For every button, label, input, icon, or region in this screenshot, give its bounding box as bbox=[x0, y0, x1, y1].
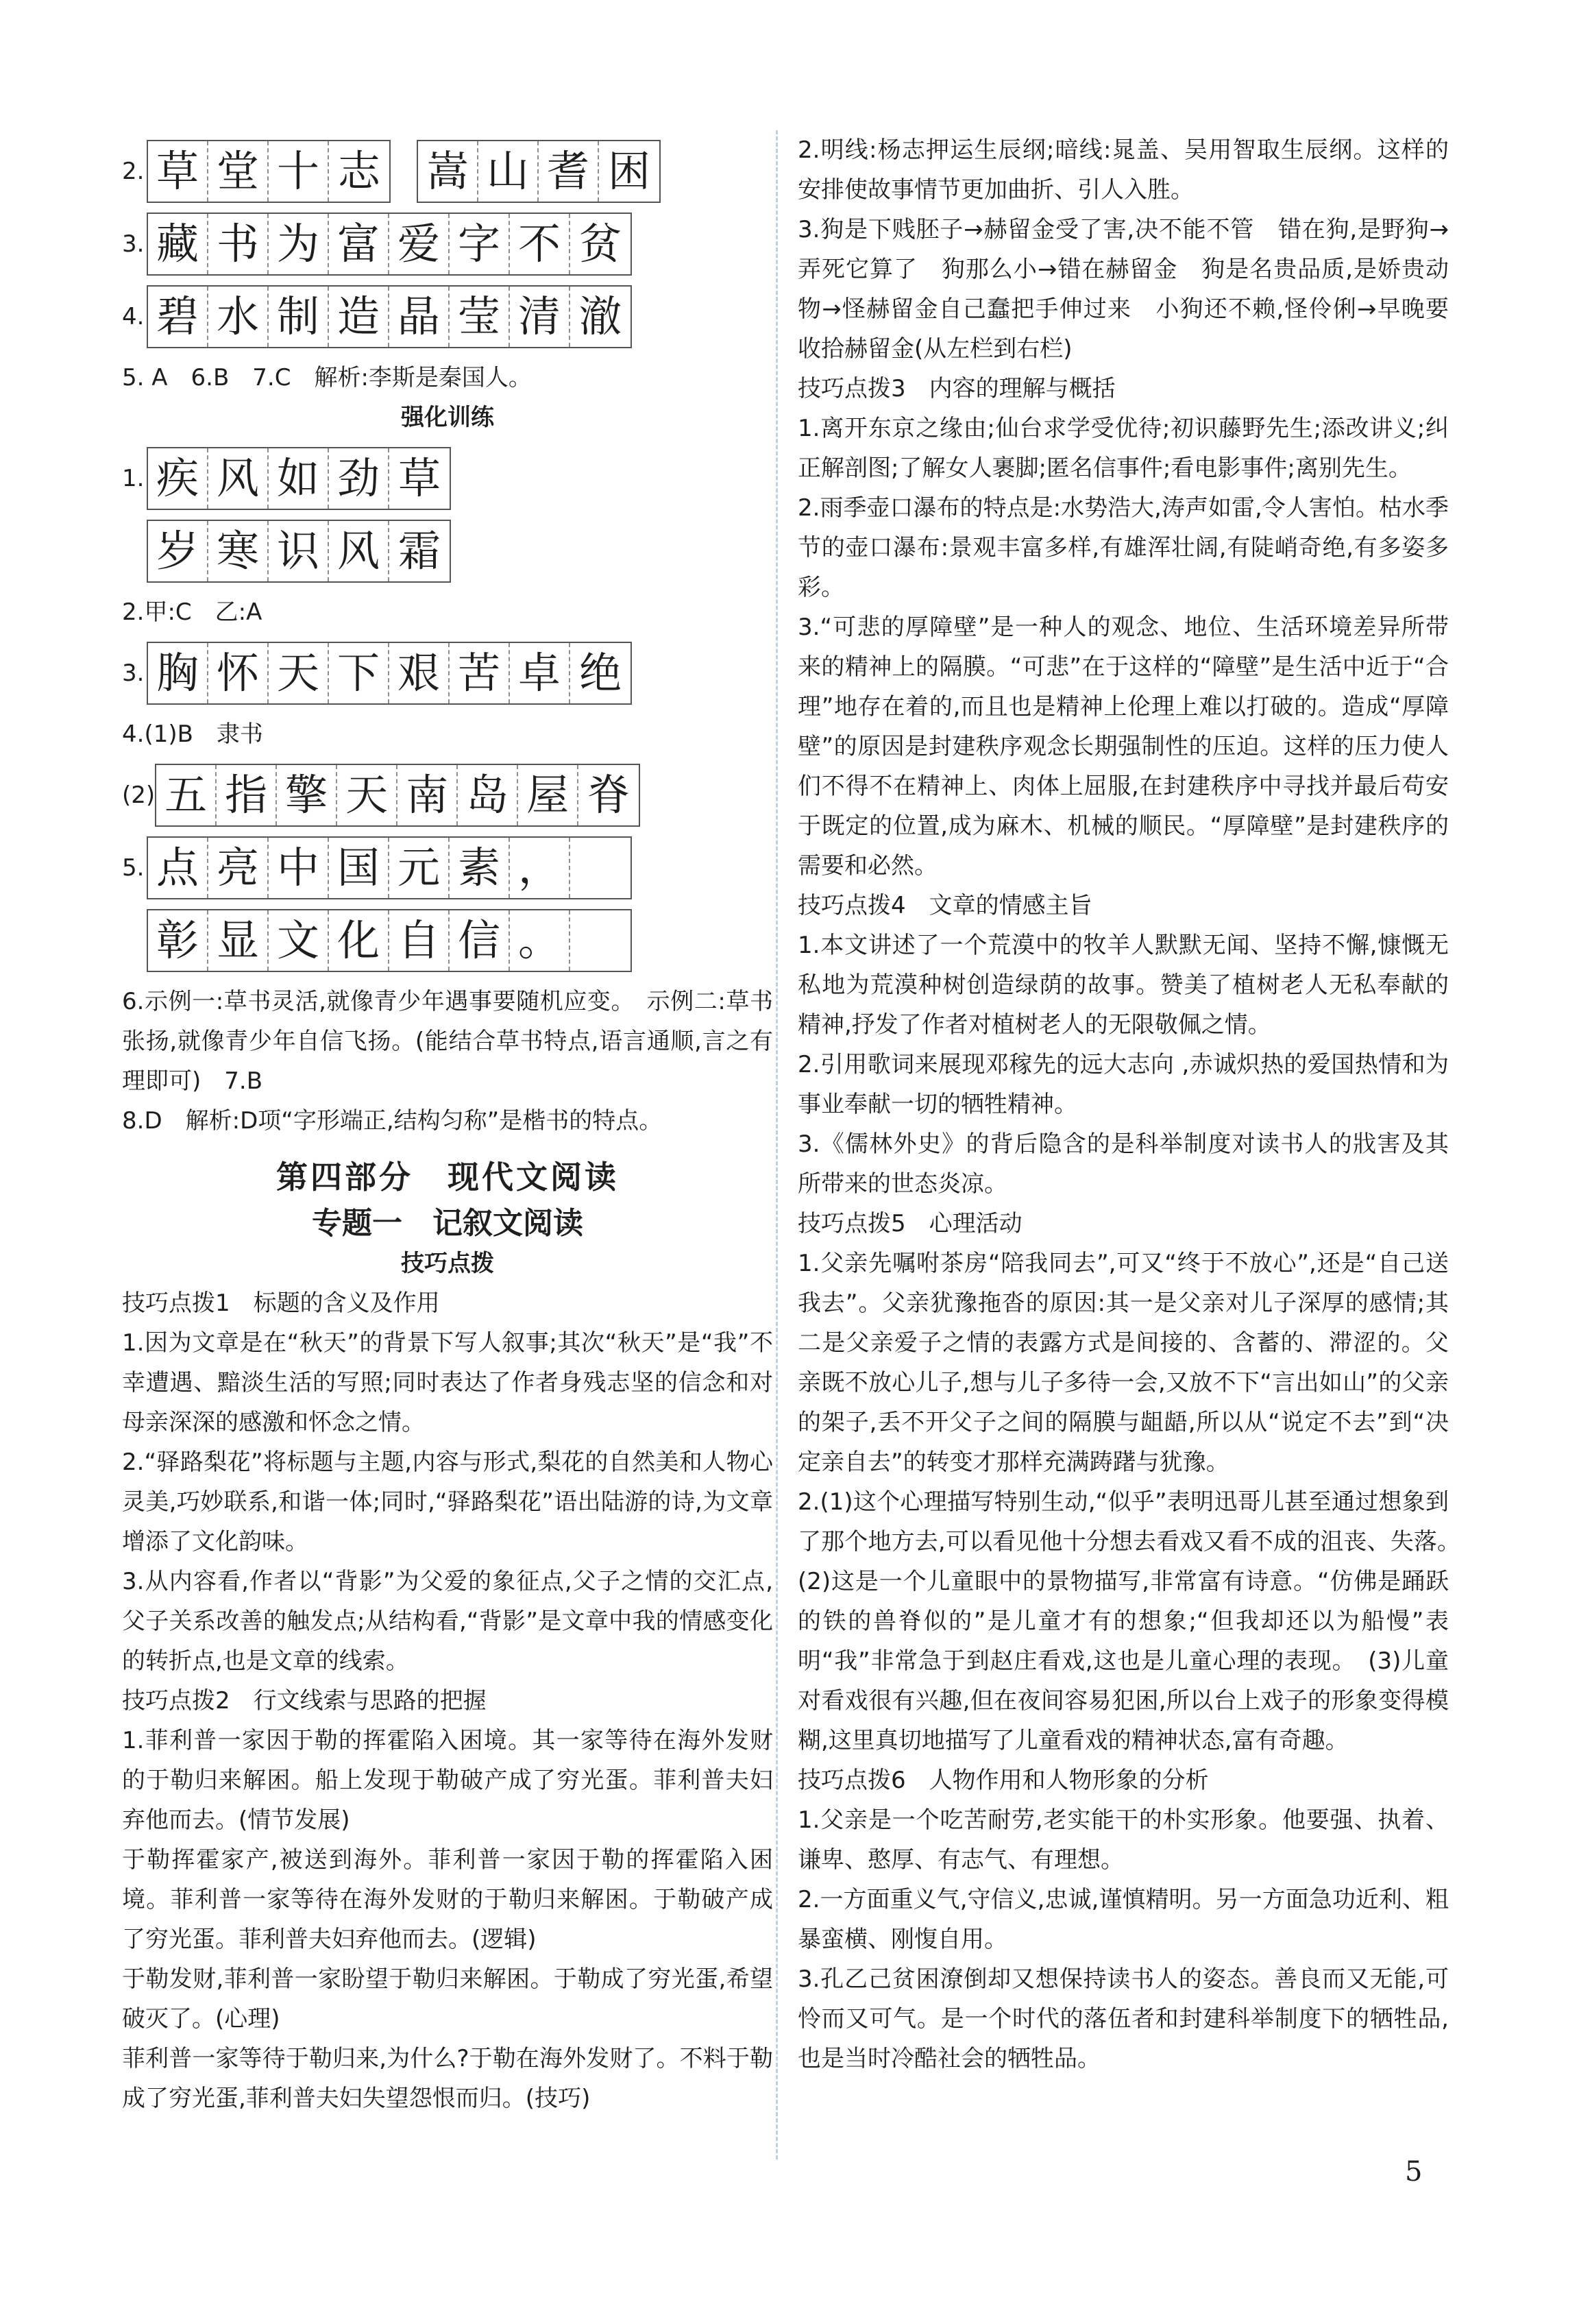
grid-cell: 藏 bbox=[148, 214, 208, 274]
skill6-title: 技巧点拨6 人物作用和人物形象的分析 bbox=[798, 1767, 1209, 1794]
strengthen-q4-2 bbox=[122, 764, 773, 827]
grid-cell: 劲 bbox=[329, 448, 389, 509]
grid-cell: 屋 bbox=[518, 765, 578, 825]
skill4-answer: 2.引用歌词来展现邓稼先的远大志向 ,赤诚炽热的爱国热情和为事业奉献一切的牺牲精神。 bbox=[798, 1051, 1449, 1118]
grid-cell: 胸 bbox=[148, 643, 208, 703]
grid-cell: 制 bbox=[269, 287, 329, 347]
skill5-title: 技巧点拨5 心理活动 bbox=[798, 1210, 1023, 1237]
grid-cell: 南 bbox=[397, 765, 458, 825]
grid-cell: 怀 bbox=[208, 643, 269, 703]
topic-title: 专题一 记叙文阅读 bbox=[312, 1206, 583, 1241]
skill2-answer: 2.明线:杨志押运生辰纲;暗线:晁盖、吴用智取生辰纲。这样的安排使故事情节更加曲折、引人入胜。 bbox=[798, 136, 1449, 204]
skill5-answer: 2.(1)这个心理描写特别生动,“似乎”表明迅哥儿甚至通过想象到了那个地方去,可以看见他十分想去看戏又看不成的沮丧、失落。 (2)这是一个儿童眼中的景物描写,非常富有诗意。“仿佛是踊跃的铁的兽脊似的”是儿童才有的想象;“但我却还以为船慢”表明“我”非常急于到赵庄看戏,这也是儿童心理的表现。 (3)儿童对看戏很有兴趣,但在夜间容易犯困,所以台上戏子的形象变得模糊,这里真切地描写了儿童看戏的精神状态,富有奇趣。 bbox=[798, 1488, 1472, 1754]
strengthen-q1 bbox=[122, 447, 773, 510]
skill2-answer: 于勒挥霍家产,被送到海外。菲利普一家因于勒的挥霍陷入困境。菲利普一家等待在海外发财的于勒归来解困。于勒破产成了穷光蛋。菲利普夫妇弃他而去。(逻辑) bbox=[122, 1846, 773, 1953]
grid-cell: 天 bbox=[337, 765, 397, 825]
grid-cell: 彰 bbox=[148, 910, 208, 971]
skill2-answer: 于勒发财,菲利普一家盼望于勒归来解困。于勒成了穷光蛋,希望破灭了。(心理) bbox=[122, 1965, 773, 2033]
strengthen-q3-label: 3. bbox=[122, 659, 145, 687]
skill3-answer: 2.雨季壶口瀑布的特点是:水势浩大,涛声如雷,令人害怕。枯水季节的壶口瀑布:景观丰富多样,有雄浑壮阔,有陡峭奇绝,有多姿多彩。 bbox=[798, 494, 1449, 601]
grid-cell: 卓 bbox=[510, 643, 570, 703]
skill-heading: 技巧点拨 bbox=[401, 1250, 494, 1277]
grid-cell: 耆 bbox=[539, 141, 599, 202]
grid-cell: 草 bbox=[397, 453, 441, 503]
strengthen-q1-label: 1. bbox=[122, 465, 145, 492]
strengthen-q5-line2 bbox=[122, 909, 773, 972]
writing-grid bbox=[147, 140, 391, 203]
grid-cell: 风 bbox=[208, 448, 269, 509]
grid-cell: 擎 bbox=[277, 765, 337, 825]
grid-cell: 困 bbox=[607, 146, 650, 196]
grid-cell: 信 bbox=[450, 910, 510, 971]
grid-cell: 显 bbox=[208, 910, 269, 971]
grid-cell: 点 bbox=[148, 838, 208, 898]
skill6-answer: 1.父亲是一个吃苦耐劳,老实能干的朴实形象。他要强、执着、谦卑、憨厚、有志气、有理想。 bbox=[798, 1806, 1449, 1874]
skill3-answer: 3.“可悲的厚障壁”是一种人的观念、地位、生活环境差异所带来的精神上的隔膜。“可悲”在于这样的“障壁”是生活中近于“合理”地存在着的,而且也是精神上伦理上难以打破的。造成“厚障壁”的原因是封建秩序观念长期强制性的压迫。这样的压力使人们不得不在精神上、肉体上屈服,在封建秩序中寻找并最后苟安于既定的位置,成为麻木、机械的顺民。“厚障壁”是封建秩序的需要和必然。 bbox=[798, 614, 1449, 880]
grid-cell: 莹 bbox=[450, 287, 510, 347]
grid-cell bbox=[570, 910, 631, 971]
grid-cell: 字 bbox=[450, 214, 510, 274]
left-column bbox=[122, 130, 773, 2118]
skill2-answer: 3.狗是下贱胚子→赫留金受了害,决不能不管 错在狗,是野狗→弄死它算了 狗那么小→错在赫留金 狗是名贵品质,是娇贵动物→怪赫留金自己蠢把手伸过来 小狗还不赖,怪伶俐→早晚要收拾赫留金(从左栏到右栏) bbox=[798, 216, 1449, 363]
grid-cell: ， bbox=[510, 838, 570, 898]
grid-cell: 识 bbox=[269, 521, 329, 581]
strengthen-q4-2-label: (2) bbox=[122, 782, 156, 809]
grid-cell: 造 bbox=[329, 287, 389, 347]
grid-cell: 水 bbox=[208, 287, 269, 347]
page-number: 5 bbox=[1405, 2156, 1423, 2188]
grid-cell: 中 bbox=[269, 838, 329, 898]
grid-cell: 素 bbox=[450, 838, 510, 898]
skill1-title: 技巧点拨1 标题的含义及作用 bbox=[122, 1290, 440, 1317]
strengthen-q5-label: 5. bbox=[122, 854, 145, 882]
grid-cell: 如 bbox=[269, 448, 329, 509]
grid-cell: 嵩 bbox=[418, 141, 478, 202]
writing-grid bbox=[147, 909, 632, 972]
grid-cell: 草 bbox=[148, 141, 208, 202]
skill6-answer: 2.一方面重义气,守信义,忠诚,谨慎精明。另一方面急功近利、粗暴蛮横、刚愎自用。 bbox=[798, 1886, 1449, 1953]
skill2-title: 技巧点拨2 行文线索与思路的把握 bbox=[122, 1687, 487, 1715]
grid-cell: 国 bbox=[329, 838, 389, 898]
grid-cell: 绝 bbox=[578, 648, 622, 698]
answer-q4 bbox=[122, 285, 773, 348]
writing-grid bbox=[147, 642, 632, 705]
skill3-answer: 1.离开东京之缘由;仙台求学受优待;初识藤野先生;添改讲义;纠正解剖图;了解女人裹脚;匿名信事件;看电影事件;离别先生。 bbox=[798, 415, 1449, 482]
answer-q2 bbox=[122, 140, 773, 203]
grid-cell: 疾 bbox=[148, 448, 208, 509]
column-divider bbox=[776, 130, 778, 2159]
grid-cell: 风 bbox=[329, 521, 389, 581]
strengthen-q1-line2 bbox=[122, 520, 773, 583]
part-title: 第四部分 现代文阅读 bbox=[276, 1159, 619, 1196]
grid-cell: 下 bbox=[329, 643, 389, 703]
strengthen-q6-7: 6.示例一:草书灵活,就像青少年遇事要随机应变。 示例二:草书张扬,就像青少年自信飞扬。(能结合草书特点,语言通顺,言之有理即可) 7.B bbox=[122, 988, 773, 1095]
grid-cell: 自 bbox=[389, 910, 450, 971]
strengthen-q8: 8.D 解析:D项“字形端正,结构匀称”是楷书的特点。 bbox=[122, 1107, 663, 1135]
answer-q3 bbox=[122, 213, 773, 276]
grid-cell: 苦 bbox=[450, 643, 510, 703]
grid-cell: 岁 bbox=[148, 521, 208, 581]
grid-cell: 为 bbox=[269, 214, 329, 274]
grid-cell: 碧 bbox=[148, 287, 208, 347]
grid-cell: 脊 bbox=[587, 770, 631, 820]
writing-grid bbox=[147, 285, 632, 348]
grid-cell: 岛 bbox=[458, 765, 518, 825]
answer-q4-label: 4. bbox=[122, 303, 145, 330]
skill2-answer: 1.菲利普一家因于勒的挥霍陷入困境。其一家等待在海外发财的于勒归来解困。船上发现于勒破产成了穷光蛋。菲利普夫妇弃他而去。(情节发展) bbox=[122, 1727, 773, 1834]
grid-cell: 。 bbox=[510, 910, 570, 971]
grid-cell: 不 bbox=[510, 214, 570, 274]
answer-q2-label: 2. bbox=[122, 158, 145, 185]
skill1-answer: 1.因为文章是在“秋天”的背景下写人叙事;其次“秋天”是“我”不幸遭遇、黯淡生活的写照;同时表达了作者身残志坚的信念和对母亲深深的感激和怀念之情。 bbox=[122, 1329, 773, 1436]
grid-cell: 化 bbox=[329, 910, 389, 971]
answer-q5-7: 5. A 6.B 7.C 解析:李斯是秦国人。 bbox=[122, 364, 532, 391]
skill3-title: 技巧点拨3 内容的理解与概括 bbox=[798, 375, 1116, 402]
grid-cell: 澈 bbox=[578, 291, 622, 341]
strengthen-heading: 强化训练 bbox=[401, 404, 494, 431]
skill4-title: 技巧点拨4 文章的情感主旨 bbox=[798, 892, 1092, 919]
writing-grid bbox=[147, 213, 632, 276]
strengthen-q3 bbox=[122, 642, 773, 705]
skill1-answer: 2.“驿路梨花”将标题与主题,内容与形式,梨花的自然美和人物心灵美,巧妙联系,和谐一体;同时,“驿路梨花”语出陆游的诗,为文章增添了文化韵味。 bbox=[122, 1449, 773, 1556]
grid-cell: 山 bbox=[478, 141, 539, 202]
right-column bbox=[798, 130, 1472, 2079]
skill4-answer: 1.本文讲述了一个荒漠中的牧羊人默默无闻、坚持不懈,慷慨无私地为荒漠种树创造绿荫的故事。赞美了植树老人无私奉献的精神,抒发了作者对植树老人的无限敬佩之情。 bbox=[798, 932, 1449, 1039]
writing-grid bbox=[155, 764, 640, 827]
writing-grid bbox=[417, 140, 661, 203]
grid-cell: 寒 bbox=[208, 521, 269, 581]
skill4-answer: 3.《儒林外史》的背后隐含的是科举制度对读书人的戕害及其所带来的世态炎凉。 bbox=[798, 1130, 1449, 1198]
grid-cell: 爱 bbox=[389, 214, 450, 274]
skill5-answer: 1.父亲先嘱咐茶房“陪我同去”,可又“终于不放心”,还是“自己送我去”。父亲犹豫拖沓的原因:其一是父亲对儿子深厚的感情;其二是父亲爱子之情的表露方式是间接的、含蓄的、滞涩的。父亲既不放心儿子,想与儿子多待一会,又放不下“言出如山”的父亲的架子,丢不开父子之间的隔膜与龃龉,所以从“说定不去”到“决定亲自去”的转变才那样充满踌躇与犹豫。 bbox=[798, 1250, 1449, 1476]
skill2-answer: 菲利普一家等待于勒归来,为什么?于勒在海外发财了。不料于勒成了穷光蛋,菲利普夫妇失望怨恨而归。(技巧) bbox=[122, 2045, 773, 2112]
grid-cell: 指 bbox=[217, 765, 277, 825]
grid-cell: 元 bbox=[389, 838, 450, 898]
grid-cell: 霜 bbox=[397, 526, 441, 576]
grid-cell: 文 bbox=[269, 910, 329, 971]
writing-grid bbox=[147, 836, 632, 899]
grid-cell: 贫 bbox=[578, 219, 622, 269]
grid-cell: 晶 bbox=[389, 287, 450, 347]
grid-cell: 艰 bbox=[389, 643, 450, 703]
grid-cell: 书 bbox=[208, 214, 269, 274]
grid-cell: 天 bbox=[269, 643, 329, 703]
grid-cell: 富 bbox=[329, 214, 389, 274]
grid-cell: 清 bbox=[510, 287, 570, 347]
grid-cell: 十 bbox=[269, 141, 329, 202]
skill1-answer: 3.从内容看,作者以“背影”为父爱的象征点,父子之情的交汇点,父子关系改善的触发点;从结构看,“背影”是文章中我的情感变化的转折点,也是文章的线索。 bbox=[122, 1568, 773, 1675]
strengthen-q5 bbox=[122, 836, 773, 899]
strengthen-q2: 2.甲:C 乙:A bbox=[122, 598, 262, 626]
strengthen-q4: 4.(1)B 隶书 bbox=[122, 721, 263, 748]
grid-cell bbox=[570, 838, 631, 898]
answer-q3-label: 3. bbox=[122, 230, 145, 258]
writing-grid bbox=[147, 520, 451, 583]
grid-cell: 堂 bbox=[208, 141, 269, 202]
grid-cell: 志 bbox=[337, 146, 380, 196]
skill6-answer: 3.孔乙己贫困潦倒却又想保持读书人的姿态。善良而又无能,可怜而又可气。是一个时代的落伍者和封建科举制度下的牺牲品,也是当时冷酷社会的牺牲品。 bbox=[798, 1965, 1449, 2072]
grid-cell: 亮 bbox=[208, 838, 269, 898]
grid-cell: 五 bbox=[156, 765, 217, 825]
writing-grid bbox=[147, 447, 451, 510]
